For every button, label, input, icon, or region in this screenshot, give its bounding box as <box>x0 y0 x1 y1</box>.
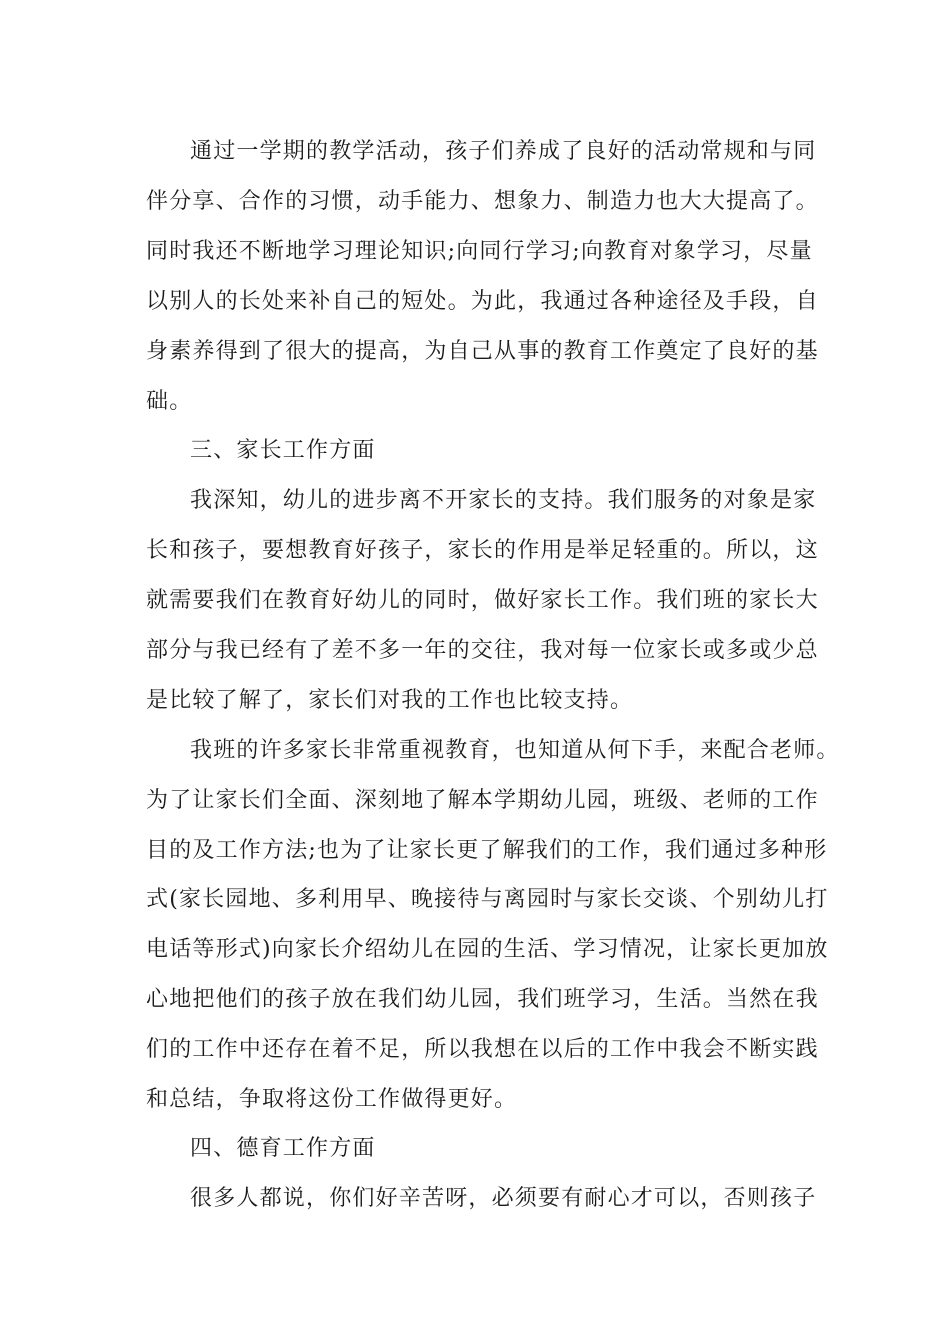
text-line: 就需要我们在教育好幼儿的同时，做好家长工作。我们班的家长大 <box>146 588 819 613</box>
text-line: 身素养得到了很大的提高，为自己从事的教育工作奠定了良好的基 <box>146 339 819 364</box>
text-line: 我深知，幼儿的进步离不开家长的支持。我们服务的对象是家 <box>190 488 817 513</box>
text-line: 为了让家长们全面、深刻地了解本学期幼儿园，班级、老师的工作 <box>146 788 819 813</box>
text-line: 们的工作中还存在着不足，所以我想在以后的工作中我会不断实践 <box>146 1037 819 1062</box>
text-line: 同时我还不断地学习理论知识;向同行学习;向教育对象学习，尽量 <box>146 239 813 264</box>
section-heading: 三、家长工作方面 <box>190 438 376 463</box>
text-line: 础。 <box>146 389 193 414</box>
text-line: 以别人的长处来补自己的短处。为此，我通过各种途径及手段，自 <box>146 289 819 314</box>
text-line: 伴分享、合作的习惯，动手能力、想象力、制造力也大大提高了。 <box>146 189 819 214</box>
text-line: 是比较了解了，家长们对我的工作也比较支持。 <box>146 688 634 713</box>
text-line: 长和孩子，要想教育好孩子，家长的作用是举足轻重的。所以，这 <box>146 538 819 563</box>
text-line: 很多人都说，你们好辛苦呀，必须要有耐心才可以，否则孩子 <box>190 1186 817 1211</box>
text-line: 和总结，争取将这份工作做得更好。 <box>146 1087 518 1112</box>
text-line: 部分与我已经有了差不多一年的交往，我对每一位家长或多或少总 <box>146 638 819 663</box>
text-line: 目的及工作方法;也为了让家长更了解我们的工作，我们通过多种形 <box>146 838 828 863</box>
text-line: 通过一学期的教学活动，孩子们养成了良好的活动常规和与同 <box>190 139 817 164</box>
section-heading: 四、德育工作方面 <box>190 1136 376 1161</box>
text-line: 心地把他们的孩子放在我们幼儿园，我们班学习，生活。当然在我 <box>146 987 819 1012</box>
text-line: 我班的许多家长非常重视教育，也知道从何下手，来配合老师。 <box>190 738 840 763</box>
text-line: 式(家长园地、多利用早、晚接待与离园时与家长交谈、个别幼儿打 <box>146 887 829 912</box>
text-line: 电话等形式)向家长介绍幼儿在园的生活、学习情况，让家长更加放 <box>146 937 829 962</box>
